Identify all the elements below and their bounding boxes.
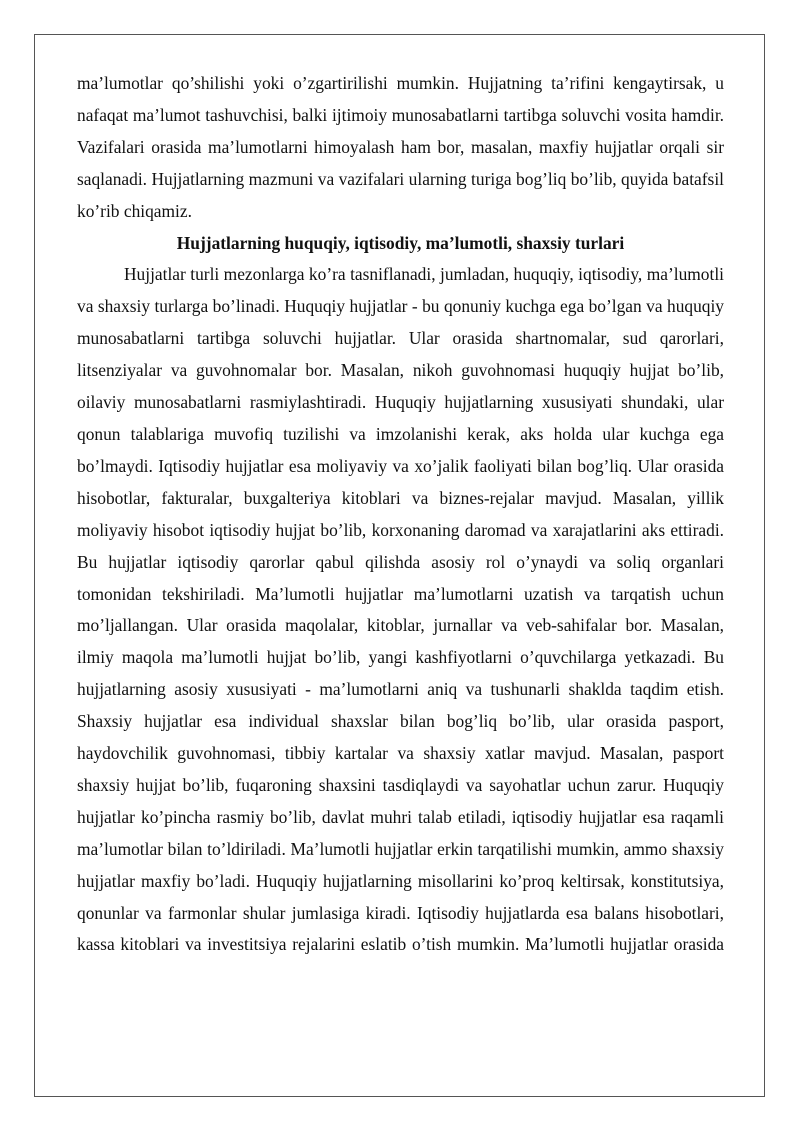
main-paragraph: Hujjatlar turli mezonlarga ko’ra tasniflanadi, jumladan, huquqiy, iqtisodiy, ma’lumotli va shaxsiy turlarga bo’linadi. Huquqiy hujjatlar - bu qonuniy kuchga ega bo’lgan va huquqiy munosabatlarni tartibga soluvchi hujjatlar. Ular orasida shartnomalar, sud qarorlari, litsenziyalar va guvohnomalar bor. Masalan, nikoh guvohnomasi huquqiy hujjat bo’lib, oilaviy munosabatlarni rasmiylashtiradi. Huquqiy hujjatlarning xususiyati shundaki, ular qonun talablariga muvofiq tuzilishi va imzolanishi kerak, aks holda ular kuchga ega bo’lmaydi. Iqtisodiy hujjatlar esa moliyaviy va xo’jalik faoliyati bilan bog’liq. Ular orasida hisobotlar, fakturalar, buxgalteriya kitoblari va biznes-rejalar mavjud. Masalan, yillik moliyaviy hisobot iqtisodiy hujjat bo’lib, korxonaning daromad va xarajatlarini aks ettiradi. Bu hujjatlar iqtisodiy qarorlar qabul qilishda asosiy rol o’ynaydi va soliq organlari tomonidan tekshiriladi. Ma’lumotli hujjatlar ma’lumotlarni uzatish va tarqatish uchun mo’ljallangan. Ular orasida maqolalar, kitoblar, jurnallar va veb-sahifalar bor. Masalan, ilmiy maqola ma’lumotli hujjat bo’lib, yangi kashfiyotlarni o’quvchilarga yetkazadi. Bu hujjatlarning asosiy xususiyati - ma’lumotlarni aniq va tushunarli shaklda taqdim etish. Shaxsiy hujjatlar esa individual shaxslar bilan bog’liq bo’lib, ular orasida pasport, haydovchilik guvohnomasi, tibbiy kartalar va shaxsiy xatlar mavjud. Masalan, pasport shaxsiy hujjat bo’lib, fuqaroning shaxsini tasdiqlaydi va sayohatlar uchun zarur. Huquqiy hujjatlar ko’pincha rasmiy bo’lib, davlat muhri talab etiladi, iqtisodiy hujjatlar esa raqamli ma’lumotlar bilan to’ldiriladi. Ma’lumotli hujjatlar erkin tarqatilishi mumkin, ammo shaxsiy hujjatlar maxfiy bo’ladi. Huquqiy hujjatlarning misollarini ko’proq keltirsak, konstitutsiya, qonunlar va farmonlar shular jumlasiga kiradi. Iqtisodiy hujjatlarda esa balans hisobotlari, kassa kitoblari va investitsiya rejalarini eslatib o’tish mumkin. Ma’lumotli hujjatlar orasida: [77, 264, 724, 955]
document-body: [77, 68, 724, 961]
intro-paragraph: ma’lumotlar qo’shilishi yoki o’zgartirilishi mumkin. Hujjatning ta’rifini kengaytirsak, u nafaqat ma’lumot tashuvchisi, balki ijtimoiy munosabatlarni tartibga soluvchi vosita hamdir. Vazifalari orasida ma’lumotlarni himoyalash ham bor, masalan, maxfiy hujjatlar orqali sir saqlanadi. Hujjatlarning mazmuni va vazifalari ularning turiga bog’liq bo’lib, quyida batafsil ko’rib chiqamiz.: [77, 73, 724, 221]
section-heading: Hujjatlarning huquqiy, iqtisodiy, ma’lumotli, shaxsiy turlari: [176, 232, 625, 253]
